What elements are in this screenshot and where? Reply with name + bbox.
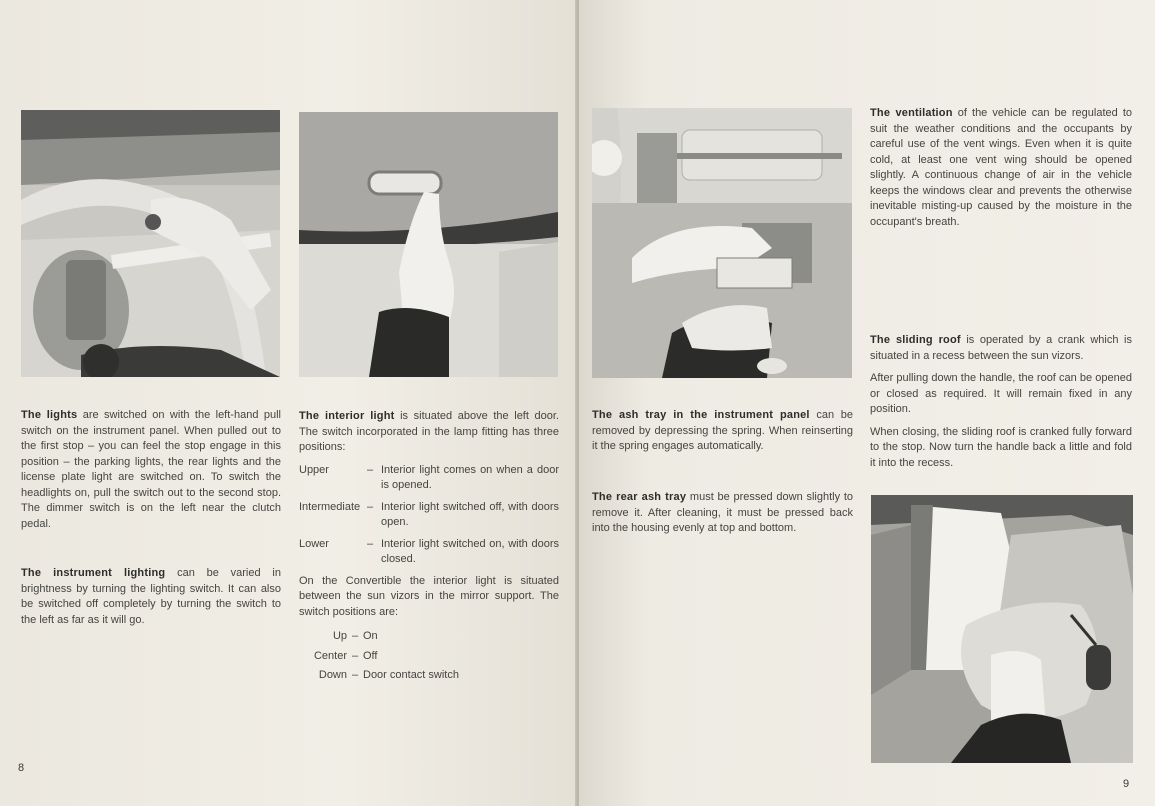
photo-ash-tray (592, 108, 852, 378)
ventilation-title: The ventilation (870, 107, 953, 119)
sliding-roof-title: The sliding roof (870, 334, 961, 346)
left-page (0, 0, 577, 806)
position-row (299, 500, 559, 531)
position-name: Lower (299, 537, 329, 550)
sliding-roof-para2: After pulling down the handle, the roof can be opened or closed as required. It will remain fixed in any position. (870, 372, 1132, 415)
page-number-right: 9 (1123, 778, 1130, 790)
lights-title: The lights (21, 409, 78, 421)
position-desc: Interior light switched on, with doors closed. (381, 537, 559, 565)
interior-light-section (299, 409, 559, 686)
position-name: Intermediate (299, 500, 361, 513)
ventilation-body: of the vehicle can be regulated to suit the weather conditions and the occupants by careful use of the vent wings. Even when it is quite cold, at least one vent wing should be opened slightly. A continuous change of air in the vehicle keeps the windows clear and prevents the otherwise inevitable misting-up caused by the moisture in the occupant's breath. (870, 107, 1132, 228)
page-number-left: 8 (18, 762, 25, 774)
switch-position-dash: – (351, 630, 359, 642)
convertible-note: On the Convertible the interior light is situated between the sun vizors in the mirror support. The switch positions are: (299, 574, 559, 618)
position-dash: – (367, 463, 374, 476)
rear-ash-tray-title: The rear ash tray (592, 491, 687, 503)
interior-light-positions (299, 463, 559, 568)
ash-tray-title: The ash tray in the instrument panel (592, 409, 810, 421)
switch-position-key: Down (318, 669, 347, 681)
position-row (299, 537, 559, 568)
lights-section (21, 408, 281, 539)
interior-light-title: The interior light (299, 410, 395, 422)
switch-position-value: Off (363, 649, 378, 662)
convertible-switch-positions (275, 627, 559, 686)
instrument-lighting-section (21, 566, 281, 635)
sliding-roof-para3: When closing, the sliding roof is cranked fully forward to the stop. Now turn the handle back a little and fold it into the recess. (870, 425, 1132, 469)
rear-ash-tray-body: must be pressed down slightly to remove it. After cleaning, it must be pressed back into the housing evenly at top and bottom. (592, 491, 853, 534)
switch-position-key: Center (313, 649, 347, 662)
switch-position-dash: – (351, 669, 359, 681)
lights-body: are switched on with the left-hand pull switch on the instrument panel. When pulled out to the first stop – you can feel the stop engage in this position – the parking lights, the rear lights and the license plate light are switched on. To switch the headlights on, pull the switch out to the second stop. The dimmer switch is on the left near the clutch pedal. (21, 409, 281, 530)
position-name: Upper (299, 463, 329, 476)
ash-tray-section (592, 408, 853, 462)
switch-position-key: Up (332, 630, 347, 642)
switch-position-row (275, 666, 559, 686)
photo-sliding-roof (871, 495, 1133, 763)
position-dash: – (367, 537, 374, 550)
switch-position-row (275, 627, 559, 647)
switch-position-value: Door contact switch (363, 669, 459, 681)
instrument-lighting-title: The instrument lighting (21, 567, 166, 579)
switch-position-value: On (363, 630, 378, 642)
switch-position-dash: – (351, 649, 359, 662)
sliding-roof-body: is operated by a crank which is situated in a recess between the sun vizors. (870, 334, 1132, 362)
switch-position-row (275, 647, 559, 667)
rear-ash-tray-section (592, 490, 853, 544)
ash-tray-body: can be removed by depressing the spring. When reinserting it the spring engages automatically. (592, 409, 854, 452)
sliding-roof-section (870, 333, 1132, 478)
interior-light-body: is situated above the left door. The switch incorporated in the lamp fitting has three positions: (299, 410, 559, 453)
ventilation-section (870, 106, 1132, 237)
position-desc: Interior light switched off, with doors open. (381, 500, 559, 528)
photo-interior-light (299, 112, 558, 377)
position-desc: Interior light comes on when a door is opened. (381, 463, 559, 491)
photo-light-switch (21, 110, 280, 377)
instrument-lighting-body: can be varied in brightness by turning the lighting switch. It can also be switched off completely by turning the switch to the left as far as it will go. (21, 567, 281, 626)
right-page (579, 0, 1155, 806)
position-row (299, 463, 559, 494)
position-dash: – (367, 500, 374, 513)
